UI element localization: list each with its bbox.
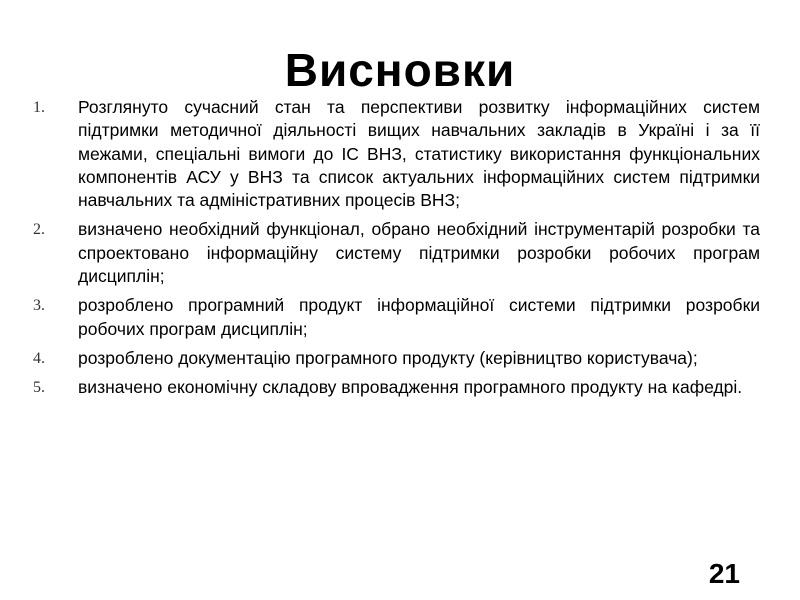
list-item-number: 1. bbox=[33, 99, 45, 116]
list-item-number: 4. bbox=[33, 349, 45, 367]
list-item-number: 2. bbox=[33, 221, 45, 239]
list-item bbox=[33, 376, 760, 399]
list-item bbox=[33, 218, 760, 288]
list-item bbox=[33, 294, 760, 341]
list-item-text: визначено економічну складову впровадження програмного продукту на кафедрі. bbox=[78, 377, 743, 398]
list-item-text: розроблено програмний продукт інформаційної системи підтримки розробки робочих програм дисциплін; bbox=[78, 295, 760, 339]
list-item-text: Розглянуто сучасний стан та перспективи розвитку інформаційних систем підтримки методичної діяльності вищих навчальних закладів в Україні і за її межами, спеціальні вимоги до ІС ВНЗ, статистику використання функціональних компонентів АСУ у ВНЗ та список актуальних інформаційних систем підтримки навчальних та адміністративних процесів ВНЗ; bbox=[78, 97, 760, 211]
list-item-text: визначено необхідний функціонал, обрано необхідний інструментарій розробки та спроектовано інформаційну систему підтримки розробки робочих програм дисциплін; bbox=[78, 219, 760, 287]
conclusions-list bbox=[33, 96, 760, 406]
list-item bbox=[33, 96, 760, 212]
list-item-number: 3. bbox=[33, 297, 45, 315]
slide-title: Висновки bbox=[284, 44, 516, 96]
page-number: 21 bbox=[708, 558, 740, 589]
list-item-text: розроблено документацію програмного продукту (керівництво користувача); bbox=[78, 347, 698, 368]
list-item bbox=[33, 347, 760, 370]
list-item-number: 5. bbox=[33, 379, 45, 397]
